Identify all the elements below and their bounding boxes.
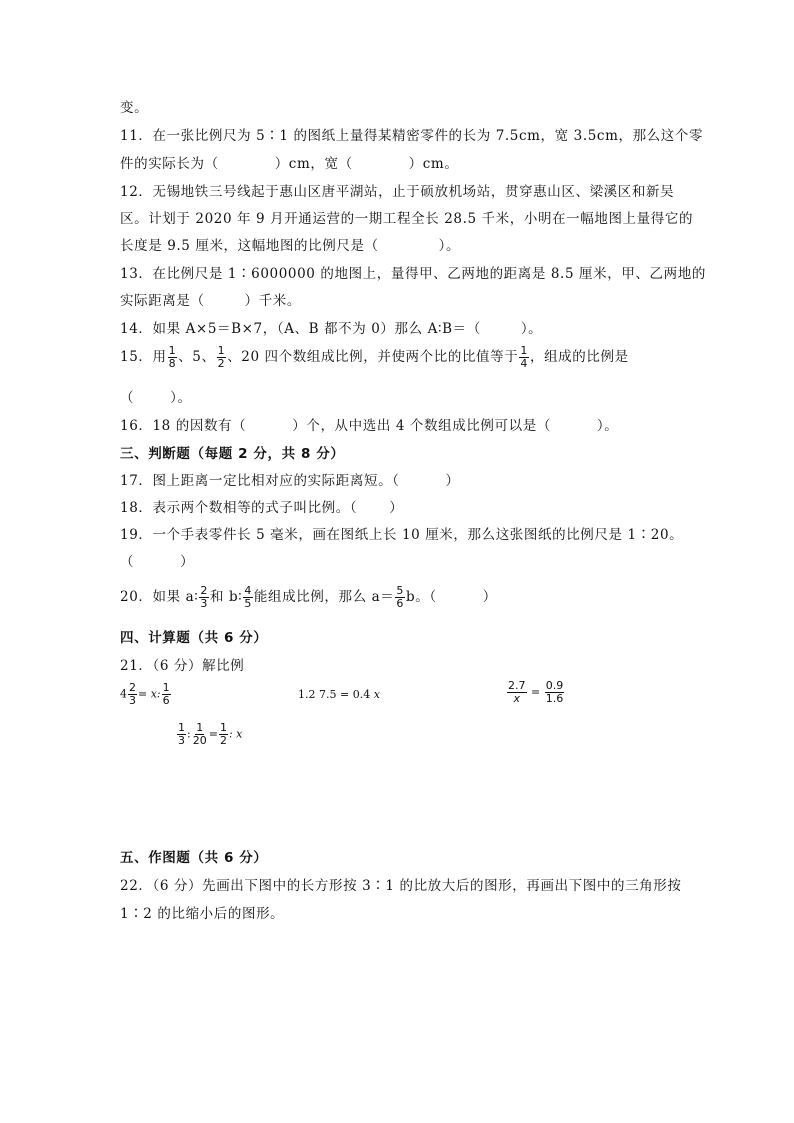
question-14: 14．如果 A×5＝B×7，（A、B 都不为 0）那么 A∶B＝（ ）。 bbox=[120, 321, 543, 337]
question-15-line-1: 15．用 $\frac{1}{8}$ 、5、 $\frac{1}{2}$ 、20 四个数组成比例，并使两个比的比值等于 $\frac{1}{4}$ ，组成的比例是 bbox=[120, 344, 629, 370]
question-13-line-1: 13．在比例尺是 1∶6000000 的地图上，量得甲、乙两地的距离是 8.5 厘米，甲、乙两地的 bbox=[120, 266, 706, 282]
question-15-line-2: （ ）。 bbox=[120, 390, 192, 406]
line-continuation: 变。 bbox=[120, 100, 149, 116]
equation-1: 4 $\frac{2}{3}$ = x: $\frac{1}{6}$ bbox=[120, 681, 170, 707]
question-20: 20．如果 a∶ $\frac{2}{3}$ 和 b∶ $\frac{4}{5}$ 能组成比例，那么 a＝ $\frac{5}{6}$ b。（ ） bbox=[120, 584, 497, 610]
question-19-line-2: （ ） bbox=[120, 554, 195, 570]
equation-1-fraction-b: $\frac{1}{6}$ bbox=[162, 681, 170, 707]
equation-1-fraction-a: $\frac{2}{3}$ bbox=[129, 681, 136, 707]
fraction-one-quarter: $\frac{1}{4}$ bbox=[520, 344, 528, 370]
equation-4-fraction-b: $\frac{1}{20}$ bbox=[192, 721, 207, 747]
equation-3: $\frac{2.7}{x}$ = $\frac{0.9}{1.6}$ bbox=[508, 679, 564, 705]
question-22-line-2: 1∶2 的比缩小后的图形。 bbox=[120, 906, 285, 922]
fraction-one-half: $\frac{1}{2}$ bbox=[217, 344, 226, 370]
question-18: 18．表示两个数相等的式子叫比例。（ ） bbox=[120, 500, 404, 516]
question-12-line-2: 区。计划于 2020 年 9 月开通运营的一期工程全长 28.5 千米，小明在一幅地图上量得它的 bbox=[120, 211, 694, 227]
equation-4-fraction-a: $\frac{1}{3}$ bbox=[178, 721, 185, 747]
fraction-two-thirds: $\frac{2}{3}$ bbox=[200, 584, 208, 610]
section-4-heading: 四、计算题（共 6 分） bbox=[120, 630, 268, 646]
equation-2: 1.2 7.5 = 0.4 x bbox=[298, 688, 380, 701]
equation-3-fraction-b: $\frac{0.9}{1.6}$ bbox=[545, 679, 564, 705]
question-21: 21．（6 分）解比例 bbox=[120, 658, 245, 674]
question-11-line-2: 件的实际长为（ ）cm，宽（ ）cm。 bbox=[120, 156, 459, 172]
question-11-line-1: 11．在一张比例尺为 5∶1 的图纸上量得某精密零件的长为 7.5cm，宽 3.5cm，那么这个零 bbox=[120, 128, 704, 144]
question-17: 17．图上距离一定比相对应的实际距离短。（ ） bbox=[120, 473, 460, 489]
fraction-one-eighth: $\frac{1}{8}$ bbox=[168, 344, 177, 370]
question-12-line-1: 12．无锡地铁三号线起于惠山区唐平湖站，止于硕放机场站，贯穿惠山区、梁溪区和新吴 bbox=[120, 184, 675, 200]
fraction-four-fifths: $\frac{4}{5}$ bbox=[244, 584, 252, 610]
equation-3-fraction-a: $\frac{2.7}{x}$ bbox=[508, 679, 526, 705]
fraction-five-sixths: $\frac{5}{6}$ bbox=[396, 584, 404, 610]
question-19-line-1: 19．一个手表零件长 5 毫米，画在图纸上长 10 厘米，那么这张图纸的比例尺是 1∶20。 bbox=[120, 527, 684, 543]
question-13-line-2: 实际距离是（ ）千米。 bbox=[120, 293, 302, 309]
question-16: 16．18 的因数有（ ）个，从中选出 4 个数组成比例可以是（ ）。 bbox=[120, 418, 619, 434]
question-22-line-1: 22．（6 分）先画出下图中的长方形按 3∶1 的比放大后的图形，再画出下图中的三角形按 bbox=[120, 878, 682, 894]
equation-4: $\frac{1}{3}$ : $\frac{1}{20}$ = $\frac{1}{2}$ : x bbox=[178, 721, 243, 747]
equation-4-fraction-c: $\frac{1}{2}$ bbox=[219, 721, 227, 747]
section-3-heading: 三、判断题（每题 2 分，共 8 分） bbox=[120, 446, 345, 462]
section-5-heading: 五、作图题（共 6 分） bbox=[120, 850, 268, 866]
question-12-line-3: 长度是 9.5 厘米，这幅地图的比例尺是（ ）。 bbox=[120, 238, 461, 254]
